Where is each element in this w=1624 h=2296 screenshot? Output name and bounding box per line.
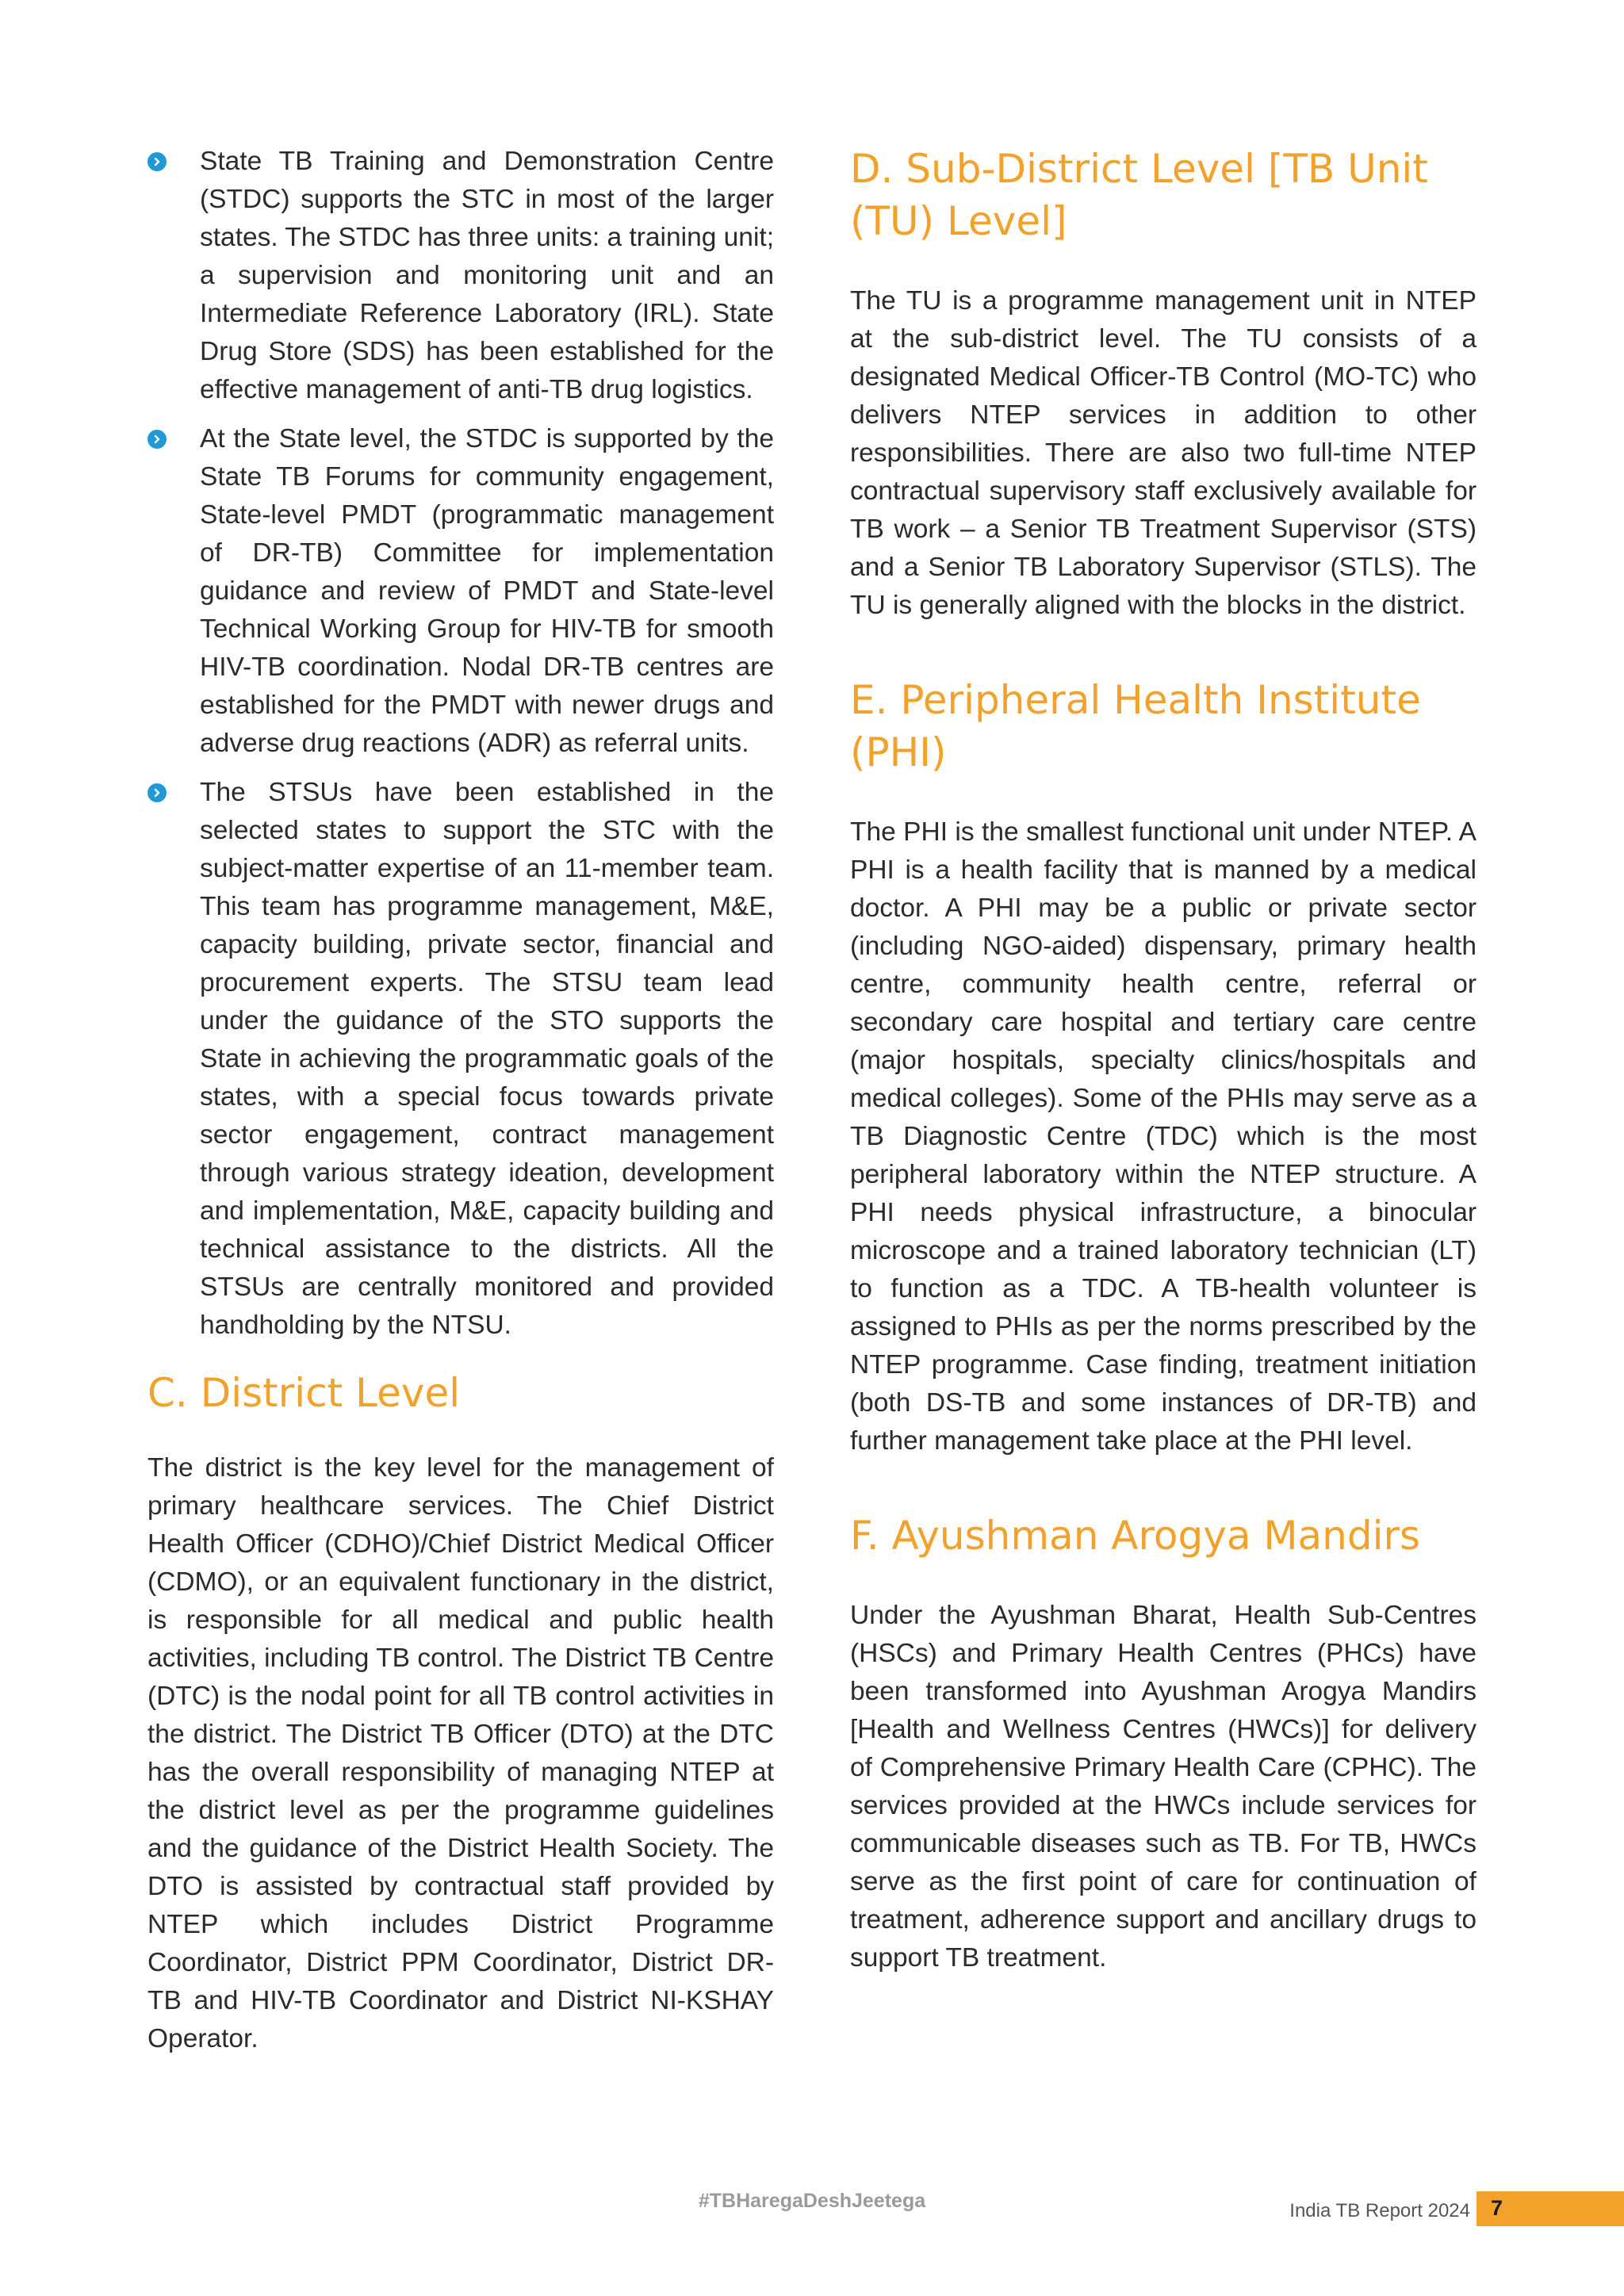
section-d-body: The TU is a programme management unit in NTEP at the sub-district level. The TU consists of a designated Medical Officer-TB Control (MO-TC) who delivers NTEP services in addition to other responsibilities. There are also two full-time NTEP contractual supervisory staff exclusively available for TB work – a Senior TB Treatment Supervisor (STS) and a Senior TB Laboratory Supervisor (STLS). The TU is generally aligned with the blocks in the district. [850, 286, 1477, 620]
chevron-right-icon [147, 783, 167, 802]
footer-report-title: India TB Report 2024 [1289, 2200, 1470, 2221]
page-number-badge [1477, 2191, 1624, 2226]
left-column [147, 143, 774, 2058]
section-f-body: Under the Ayushman Bharat, Health Sub-Centres (HSCs) and Primary Health Centres (PHCs) have been transformed into Ayushman Arogya Mandirs [Health and Wellness Centres (HWCs)] for delivery of Comprehensive Primary Health Care (CPHC). The services provided at the HWCs include services for communicable diseases such as TB. For TB, HWCs serve as the first point of care for continuation of treatment, adherence support and ancillary drugs to support TB treatment. [850, 1601, 1477, 1973]
bullet-text: At the State level, the STDC is supported by the State TB Forums for community engagement, State-level PMDT (programmatic management of DR-TB) Committee for implementation guidance and review of PMDT and State-level Technical Working Group for HIV-TB for smooth HIV-TB coordination. Nodal DR-TB centres are established for the PMDT with newer drugs and adverse drug reactions (ADR) as referral units. [200, 424, 774, 758]
section-e-heading: E. Peripheral Health Institute (PHI) [850, 677, 1421, 775]
section-c-heading: C. District Level [147, 1370, 461, 1416]
bullet-text: State TB Training and Demonstration Centre (STDC) supports the STC in most of the larger states. The STDC has three units: a training unit; a supervision and monitoring unit and an Intermediate Reference Laboratory (IRL). State Drug Store (SDS) has been established for the effective management of anti-TB drug logistics. [200, 147, 774, 404]
chevron-right-icon [147, 152, 167, 171]
section-f-heading: F. Ayushman Arogya Mandirs [850, 1513, 1421, 1559]
section-c-body: The district is the key level for the management of primary healthcare services. The Chief District Health Officer (CDHO)/Chief District Medical Officer (CDMO), or an equivalent functionary in the district, is responsible for all medical and public health activities, including TB control. The District TB Centre (DTC) is the nodal point for all TB control activities in the district. The District TB Officer (DTO) at the DTC has the overall responsibility of managing NTEP at the district level as per the programme guidelines and the guidance of the District Health Society. The DTO is assisted by contractual staff provided by NTEP which includes District Programme Coordinator, District PPM Coordinator, District DR-TB and HIV-TB Coordinator and District NI-KSHAY Operator. [147, 1453, 774, 2053]
right-column [850, 143, 1477, 1977]
list-item [147, 774, 774, 1345]
bullet-list [147, 143, 774, 1345]
bullet-text: The STSUs have been established in the selected states to support the STC with the subject-matter expertise of an 11-member team. This team has programme management, M&E, capacity building, private sector, financial and procurement experts. The STSU team lead under the guidance of the STO supports the State in achieving the programmatic goals of the states, with a special focus towards private sector engagement, contract management through various strategy ideation, development and implementation, M&E, capacity building and technical assistance to the districts. All the STSUs are centrally monitored and provided handholding by the NTSU. [200, 778, 774, 1340]
list-item [147, 420, 774, 763]
chevron-right-icon [147, 430, 167, 449]
section-d-heading: D. Sub-District Level [TB Unit (TU) Level] [850, 146, 1428, 244]
page-number: 7 [1491, 2196, 1503, 2220]
list-item [147, 143, 774, 409]
section-e-body: The PHI is the smallest functional unit under NTEP. A PHI is a health facility that is manned by a medical doctor. A PHI may be a public or private sector (including NGO-aided) dispensary, primary health centre, community health centre, referral or secondary care hospital and tertiary care centre (major hospitals, specialty clinics/hospitals and medical colleges). Some of the PHIs may serve as a TB Diagnostic Centre (TDC) which is the most peripheral laboratory within the NTEP structure. A PHI needs physical infrastructure, a binocular microscope and a trained laboratory technician (LT) to function as a TDC. A TB-health volunteer is assigned to PHIs as per the norms prescribed by the NTEP programme. Case finding, treatment initiation (both DS-TB and some instances of DR-TB) and further management take place at the PHI level. [850, 817, 1477, 1456]
footer-hashtag: #TBHaregaDeshJeetega [698, 2190, 926, 2212]
